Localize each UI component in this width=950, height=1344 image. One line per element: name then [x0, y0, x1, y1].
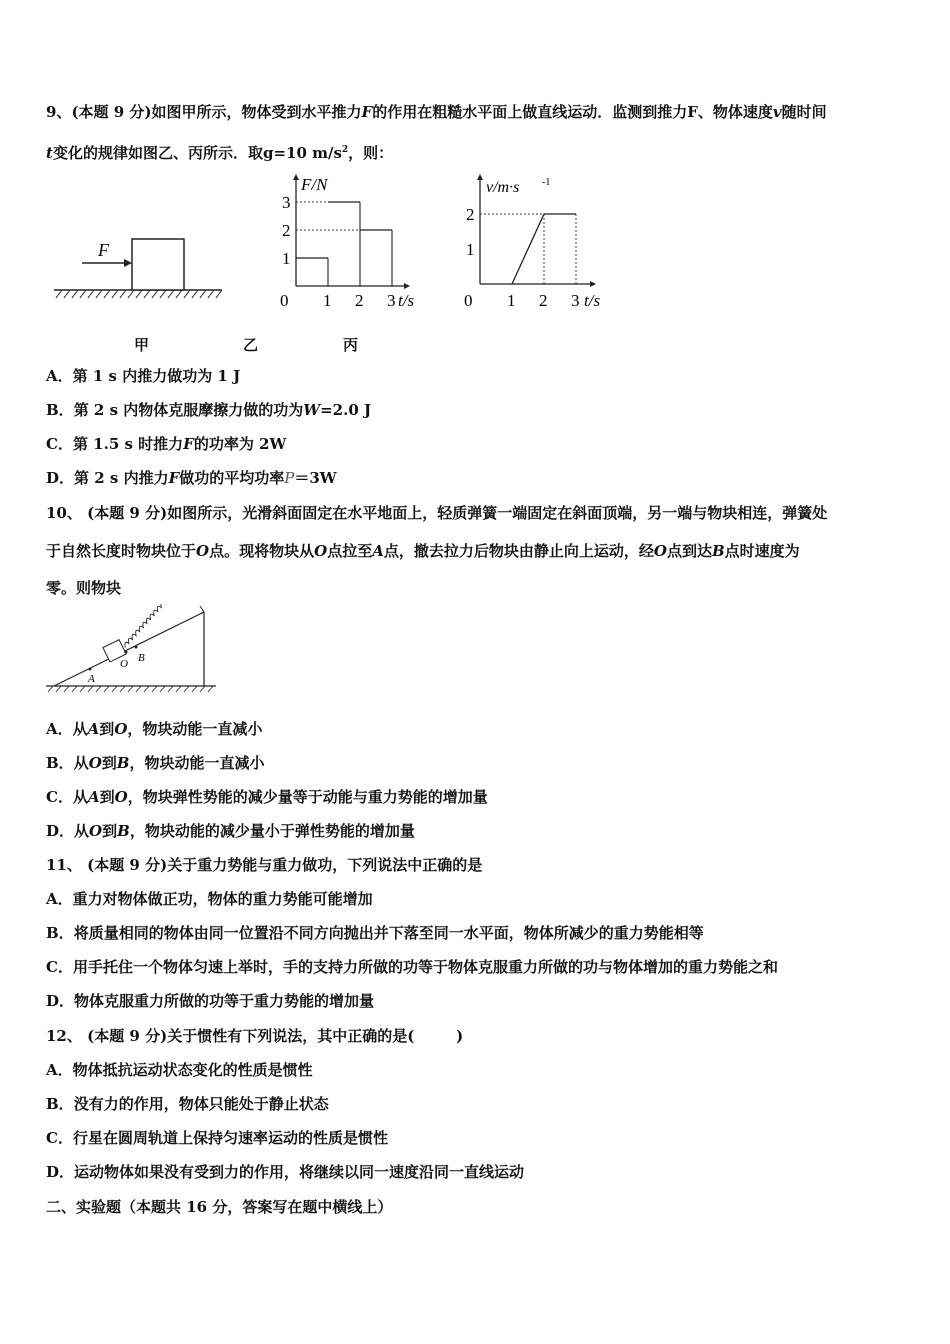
q11-option-d[interactable]: D．物体克服重力所做的功等于重力势能的增加量 — [46, 992, 375, 1010]
block — [132, 239, 184, 290]
ground-hatch — [48, 686, 213, 692]
x-tick-label: 1 — [507, 291, 516, 310]
point-a — [89, 668, 92, 671]
q9-option-d[interactable]: D．第 2 s 内推力F做功的平均功率P＝3W — [46, 469, 337, 487]
section-2-heading: 二、实验题（本题共 16 分，答案写在题中横线上） — [46, 1198, 393, 1216]
q11-stem: 11、 (本题 9 分)关于重力势能与重力做功，下列说法中正确的是 — [46, 856, 483, 874]
y-tick-label: 3 — [282, 193, 291, 212]
velocity-time-chart — [464, 174, 600, 310]
y-axis-label-sup: -1 — [542, 177, 551, 188]
y-axis-label: F/N — [301, 175, 328, 194]
q10-option-c[interactable]: C．从A到O，物块弹性势能的减少量等于动能与重力势能的增加量 — [46, 788, 488, 806]
q10-stem-line1: 10、 (本题 9 分)如图所示，光滑斜面固定在水平地面上，轻质弹簧一端固定在斜面顶端，另一端与物块相连，弹簧处 — [46, 504, 828, 522]
q11-option-c[interactable]: C．用手托住一个物体匀速上举时，手的支持力所做的功等于物体克服重力所做的功与物体增加的重力势能之和 — [46, 958, 778, 976]
x-axis-label: t/s — [398, 291, 415, 310]
x-tick-label: 2 — [539, 291, 548, 310]
point-b — [135, 646, 138, 649]
x-tick-label: 3 — [571, 291, 580, 310]
y-axis-arrow — [293, 174, 299, 180]
x-axis-arrow — [590, 281, 596, 287]
q11-option-a[interactable]: A．重力对物体做正功，物体的重力势能可能增加 — [46, 890, 373, 908]
y-tick-label: 2 — [466, 205, 475, 224]
caption-jia: 甲 — [134, 336, 150, 354]
x-tick-label: 3 — [387, 291, 396, 310]
y-axis-label: v/m·s — [486, 179, 520, 196]
velocity-line — [512, 214, 576, 284]
incline-surface — [54, 612, 204, 686]
label-a: A — [88, 673, 95, 685]
q9-stem-line1: 9、(本题 9 分)如图甲所示，物体受到水平推力F的作用在粗糙水平面上做直线运动．监测到推力F、物体速度v随时间 — [46, 103, 827, 121]
label-b: B — [138, 652, 145, 664]
fig-incline — [44, 604, 220, 696]
y-axis-arrow — [477, 174, 483, 180]
q12-option-a[interactable]: A．物体抵抗运动状态变化的性质是惯性 — [46, 1061, 313, 1079]
q10-option-d[interactable]: D．从O到B，物块动能的减少量小于弹性势能的增加量 — [46, 822, 415, 840]
q12-option-b[interactable]: B．没有力的作用，物体只能处于静止状态 — [46, 1095, 329, 1113]
caption-yi: 乙 — [243, 336, 259, 354]
q9-option-a[interactable]: A．第 1 s 内推力做功为 1 J — [46, 367, 241, 385]
fig-bing — [462, 172, 622, 312]
x-tick-label: 1 — [323, 291, 332, 310]
force-time-chart — [280, 174, 414, 310]
q11-option-b[interactable]: B．将质量相同的物体由同一位置沿不同方向抛出并下落至同一水平面，物体所减少的重力势能相等 — [46, 924, 704, 942]
y-tick-label: 2 — [282, 221, 291, 240]
q12-option-d[interactable]: D．运动物体如果没有受到力的作用，将继续以同一速度沿同一直线运动 — [46, 1163, 525, 1181]
q10-option-a[interactable]: A．从A到O，物块动能一直减小 — [46, 720, 263, 738]
force-label: F — [98, 240, 109, 260]
fig-jia — [50, 228, 230, 300]
q10-option-b[interactable]: B．从O到B，物块动能一直减小 — [46, 754, 265, 772]
origin-label: 0 — [464, 291, 473, 310]
y-tick-label: 1 — [282, 249, 291, 268]
ground-hatch — [56, 290, 222, 298]
force-arrow-head — [124, 259, 132, 267]
x-axis-label: t/s — [584, 291, 601, 310]
wall-top — [200, 606, 204, 612]
q10-stem-line3: 零。则物块 — [46, 579, 122, 597]
origin-label: 0 — [280, 291, 289, 310]
q9-option-b[interactable]: B．第 2 s 内物体克服摩擦力做的功为W=2.0 J — [46, 401, 372, 419]
q10-stem-line2: 于自然长度时物块位于O点。现将物块从O点拉至A点，撤去拉力后物块由静止向上运动，经O点到达B点时速度为 — [46, 542, 800, 560]
x-axis-arrow — [404, 283, 410, 289]
label-o: O — [120, 658, 128, 670]
q12-stem: 12、 (本题 9 分)关于惯性有下列说法，其中正确的是( ) — [46, 1027, 464, 1045]
q9-stem-line2: t变化的规律如图乙、丙所示．取g=10 $m/s^2$，则： — [46, 144, 394, 162]
caption-bing: 丙 — [343, 336, 359, 354]
y-tick-label: 1 — [466, 240, 475, 259]
q9-option-c[interactable]: C．第 1.5 s 时推力F的功率为 2W — [46, 435, 287, 453]
point-o — [125, 651, 128, 654]
x-tick-label: 2 — [355, 291, 364, 310]
fig-yi — [278, 172, 428, 312]
q12-option-c[interactable]: C．行星在圆周轨道上保持匀速率运动的性质是惯性 — [46, 1129, 388, 1147]
